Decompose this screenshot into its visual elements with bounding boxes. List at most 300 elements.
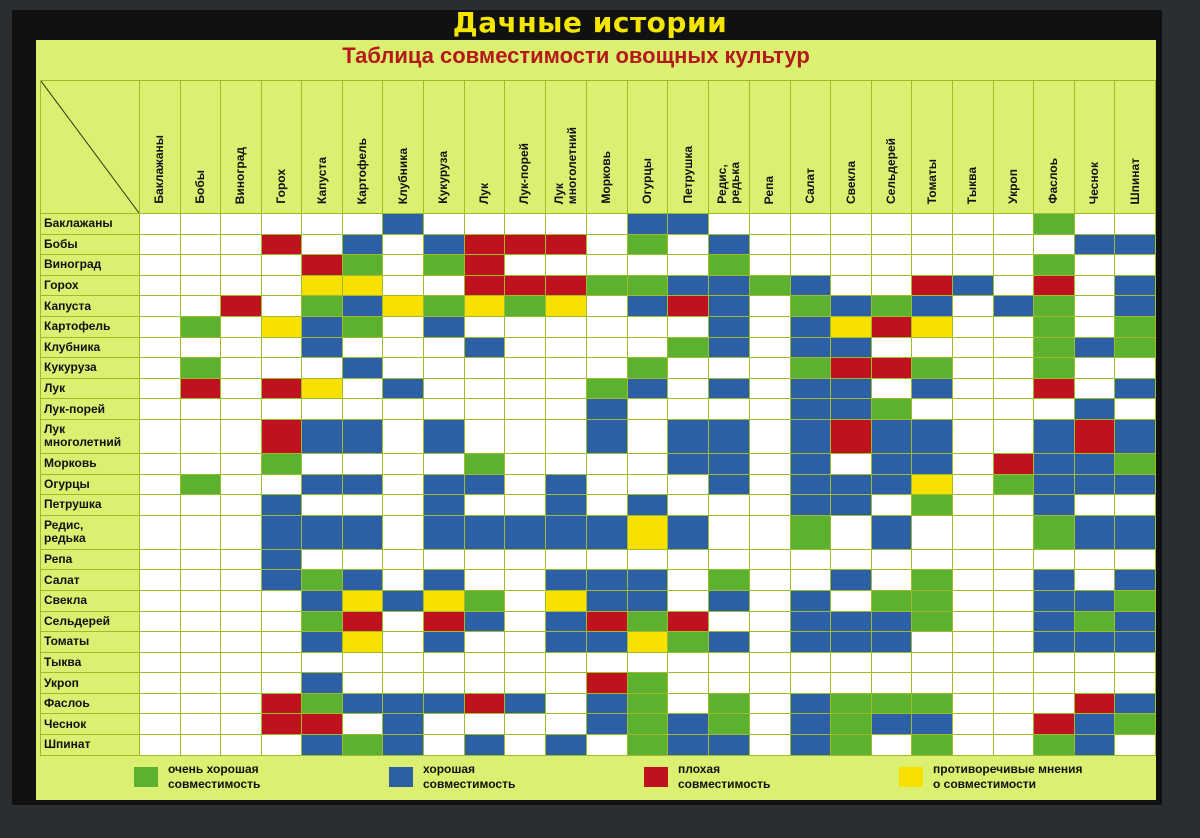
column-header-label: Тыква (965, 166, 980, 204)
compatibility-cell (1115, 474, 1156, 495)
table-row (41, 399, 1156, 420)
compatibility-cell (1074, 549, 1115, 570)
compatibility-cell (221, 673, 262, 694)
compatibility-cell (750, 495, 791, 516)
compatibility-cell (993, 673, 1034, 694)
compatibility-cell (545, 515, 586, 549)
compatibility-cell (912, 570, 953, 591)
compatibility-cell (302, 214, 343, 235)
compatibility-cell (627, 337, 668, 358)
compatibility-cell (221, 234, 262, 255)
compatibility-cell (424, 611, 465, 632)
table-row (41, 378, 1156, 399)
compatibility-cell (261, 378, 302, 399)
compatibility-cell (952, 652, 993, 673)
compatibility-cell (383, 652, 424, 673)
compatibility-cell (424, 714, 465, 735)
legend-item (644, 762, 770, 792)
compatibility-cell (708, 234, 749, 255)
compatibility-cell (708, 590, 749, 611)
legend-swatch (389, 767, 413, 787)
compatibility-cell (342, 255, 383, 276)
compatibility-cell (140, 378, 181, 399)
compatibility-cell (952, 316, 993, 337)
compatibility-cell (505, 358, 546, 379)
compatibility-cell (993, 378, 1034, 399)
compatibility-cell (1115, 515, 1156, 549)
compatibility-cell (1115, 453, 1156, 474)
compatibility-cell (587, 234, 628, 255)
row-header: Фаслоь (41, 693, 140, 714)
compatibility-cell (668, 549, 709, 570)
compatibility-cell (587, 378, 628, 399)
compatibility-cell (627, 652, 668, 673)
compatibility-cell (912, 214, 953, 235)
compatibility-cell (221, 337, 262, 358)
compatibility-cell (302, 570, 343, 591)
column-header (302, 81, 343, 214)
compatibility-cell (627, 735, 668, 756)
compatibility-cell (708, 495, 749, 516)
compatibility-cell (383, 275, 424, 296)
compatibility-cell (1115, 549, 1156, 570)
compatibility-cell (831, 419, 872, 453)
compatibility-cell (668, 358, 709, 379)
compatibility-cell (790, 399, 831, 420)
compatibility-cell (545, 570, 586, 591)
compatibility-cell (668, 296, 709, 317)
compatibility-cell (587, 255, 628, 276)
table-row (41, 590, 1156, 611)
compatibility-cell (952, 495, 993, 516)
row-header: Редис, редька (41, 515, 140, 549)
compatibility-cell (505, 570, 546, 591)
compatibility-cell (140, 693, 181, 714)
compatibility-cell (587, 399, 628, 420)
legend-item (389, 762, 515, 792)
compatibility-cell (831, 358, 872, 379)
compatibility-cell (668, 735, 709, 756)
compatibility-cell (1074, 474, 1115, 495)
diagonal-line-icon (41, 81, 139, 213)
compatibility-cell (140, 358, 181, 379)
compatibility-cell (464, 255, 505, 276)
legend-label: плохая совместимость (678, 762, 771, 791)
compatibility-cell (668, 255, 709, 276)
compatibility-cell (221, 474, 262, 495)
compatibility-cell (342, 453, 383, 474)
compatibility-cell (627, 570, 668, 591)
compatibility-cell (424, 590, 465, 611)
compatibility-cell (180, 652, 221, 673)
compatibility-cell (668, 378, 709, 399)
compatibility-cell (180, 337, 221, 358)
compatibility-cell (140, 275, 181, 296)
compatibility-cell (1034, 495, 1075, 516)
compatibility-cell (342, 673, 383, 694)
compatibility-cell (140, 714, 181, 735)
compatibility-cell (627, 549, 668, 570)
compatibility-cell (871, 316, 912, 337)
table-row (41, 255, 1156, 276)
compatibility-cell (302, 515, 343, 549)
compatibility-cell (790, 255, 831, 276)
compatibility-cell (993, 234, 1034, 255)
corner-cell (41, 81, 140, 214)
column-header (261, 81, 302, 214)
compatibility-cell (993, 296, 1034, 317)
compatibility-cell (993, 453, 1034, 474)
compatibility-cell (831, 378, 872, 399)
compatibility-cell (1034, 275, 1075, 296)
compatibility-cell (424, 632, 465, 653)
table-row (41, 673, 1156, 694)
compatibility-cell (668, 495, 709, 516)
column-header (221, 81, 262, 214)
compatibility-cell (221, 399, 262, 420)
compatibility-cell (952, 214, 993, 235)
compatibility-cell (1034, 632, 1075, 653)
compatibility-cell (545, 590, 586, 611)
compatibility-cell (221, 570, 262, 591)
compatibility-cell (464, 735, 505, 756)
compatibility-cell (587, 419, 628, 453)
compatibility-cell (668, 652, 709, 673)
compatibility-cell (424, 358, 465, 379)
column-header-label: Редис, редька (714, 162, 742, 204)
compatibility-cell (871, 590, 912, 611)
compatibility-cell (831, 337, 872, 358)
compatibility-cell (1115, 611, 1156, 632)
compatibility-cell (1074, 714, 1115, 735)
row-header: Картофель (41, 316, 140, 337)
column-header (587, 81, 628, 214)
compatibility-cell (750, 693, 791, 714)
brand-title: Дачные истории (452, 6, 728, 39)
compatibility-cell (993, 611, 1034, 632)
compatibility-cell (464, 275, 505, 296)
compatibility-cell (708, 316, 749, 337)
compatibility-cell (261, 714, 302, 735)
compatibility-cell (993, 735, 1034, 756)
compatibility-cell (545, 611, 586, 632)
compatibility-cell (993, 255, 1034, 276)
compatibility-cell (302, 358, 343, 379)
compatibility-cell (261, 495, 302, 516)
compatibility-cell (871, 735, 912, 756)
row-header: Огурцы (41, 474, 140, 495)
compatibility-cell (831, 611, 872, 632)
compatibility-cell (302, 316, 343, 337)
row-header: Петрушка (41, 495, 140, 516)
compatibility-cell (140, 673, 181, 694)
compatibility-cell (668, 399, 709, 420)
compatibility-cell (464, 453, 505, 474)
compatibility-cell (831, 735, 872, 756)
compatibility-cell (1034, 735, 1075, 756)
compatibility-cell (140, 495, 181, 516)
compatibility-cell (587, 693, 628, 714)
compatibility-cell (1034, 549, 1075, 570)
compatibility-cell (668, 515, 709, 549)
compatibility-cell (1115, 296, 1156, 317)
compatibility-cell (261, 453, 302, 474)
compatibility-cell (180, 316, 221, 337)
compatibility-cell (505, 275, 546, 296)
compatibility-cell (750, 570, 791, 591)
column-header (912, 81, 953, 214)
compatibility-cell (587, 296, 628, 317)
compatibility-cell (464, 358, 505, 379)
compatibility-cell (383, 316, 424, 337)
compatibility-cell (708, 570, 749, 591)
compatibility-cell (545, 495, 586, 516)
compatibility-cell (302, 399, 343, 420)
compatibility-cell (627, 673, 668, 694)
compatibility-cell (140, 652, 181, 673)
compatibility-cell (952, 399, 993, 420)
compatibility-cell (505, 590, 546, 611)
compatibility-cell (302, 495, 343, 516)
compatibility-cell (424, 419, 465, 453)
compatibility-cell (831, 549, 872, 570)
legend-label: противоречивые мнения о совместимости (933, 762, 1083, 791)
table-row (41, 714, 1156, 735)
compatibility-cell (383, 255, 424, 276)
compatibility-cell (708, 399, 749, 420)
compatibility-cell (1074, 495, 1115, 516)
table-row (41, 234, 1156, 255)
compatibility-cell (750, 316, 791, 337)
compatibility-cell (180, 419, 221, 453)
compatibility-cell (627, 474, 668, 495)
compatibility-cell (180, 296, 221, 317)
compatibility-cell (952, 378, 993, 399)
compatibility-cell (952, 255, 993, 276)
compatibility-cell (342, 652, 383, 673)
compatibility-cell (587, 714, 628, 735)
compatibility-cell (1034, 673, 1075, 694)
compatibility-cell (383, 214, 424, 235)
compatibility-cell (790, 234, 831, 255)
compatibility-cell (668, 234, 709, 255)
compatibility-cell (342, 337, 383, 358)
row-header: Лук-порей (41, 399, 140, 420)
compatibility-cell (464, 419, 505, 453)
compatibility-cell (140, 234, 181, 255)
compatibility-cell (831, 275, 872, 296)
compatibility-cell (831, 234, 872, 255)
row-header: Капуста (41, 296, 140, 317)
column-header-label: Лук (476, 182, 491, 204)
compatibility-cell (587, 214, 628, 235)
compatibility-cell (302, 714, 343, 735)
column-header (424, 81, 465, 214)
compatibility-cell (383, 570, 424, 591)
compatibility-cell (831, 652, 872, 673)
compatibility-cell (871, 673, 912, 694)
compatibility-cell (790, 549, 831, 570)
compatibility-cell (1074, 453, 1115, 474)
compatibility-cell (140, 590, 181, 611)
compatibility-cell (1115, 399, 1156, 420)
compatibility-cell (1115, 214, 1156, 235)
compatibility-cell (708, 735, 749, 756)
compatibility-cell (627, 255, 668, 276)
compatibility-cell (912, 255, 953, 276)
compatibility-cell (383, 515, 424, 549)
compatibility-cell (993, 358, 1034, 379)
compatibility-cell (342, 495, 383, 516)
compatibility-cell (1115, 714, 1156, 735)
table-row (41, 515, 1156, 549)
table-row (41, 419, 1156, 453)
compatibility-cell (505, 515, 546, 549)
compatibility-cell (912, 652, 953, 673)
row-header: Сельдерей (41, 611, 140, 632)
compatibility-cell (342, 378, 383, 399)
compatibility-cell (545, 474, 586, 495)
compatibility-cell (545, 275, 586, 296)
compatibility-cell (627, 495, 668, 516)
compatibility-cell (790, 570, 831, 591)
column-header-label: Чеснок (1086, 161, 1101, 204)
compatibility-cell (1074, 515, 1115, 549)
compatibility-cell (1034, 399, 1075, 420)
legend (134, 762, 1114, 796)
compatibility-cell (545, 234, 586, 255)
compatibility-cell (221, 515, 262, 549)
compatibility-cell (708, 714, 749, 735)
compatibility-cell (1074, 693, 1115, 714)
compatibility-cell (464, 296, 505, 317)
compatibility-cell (952, 570, 993, 591)
compatibility-cell (668, 214, 709, 235)
compatibility-cell (545, 214, 586, 235)
column-header-label: Капуста (314, 157, 329, 204)
compatibility-cell (750, 234, 791, 255)
compatibility-cell (587, 611, 628, 632)
compatibility-cell (750, 515, 791, 549)
compatibility-cell (708, 419, 749, 453)
compatibility-cell (790, 316, 831, 337)
compatibility-cell (993, 632, 1034, 653)
column-header (1034, 81, 1075, 214)
compatibility-cell (1074, 255, 1115, 276)
compatibility-cell (912, 453, 953, 474)
column-header-label: Томаты (924, 158, 939, 204)
compatibility-cell (505, 735, 546, 756)
compatibility-cell (831, 495, 872, 516)
compatibility-cell (750, 673, 791, 694)
compatibility-cell (342, 296, 383, 317)
column-header (952, 81, 993, 214)
compatibility-cell (708, 673, 749, 694)
compatibility-cell (342, 611, 383, 632)
table-row (41, 735, 1156, 756)
compatibility-cell (750, 714, 791, 735)
compatibility-cell (464, 570, 505, 591)
compatibility-cell (587, 495, 628, 516)
compatibility-cell (383, 611, 424, 632)
compatibility-cell (505, 714, 546, 735)
compatibility-cell (1115, 255, 1156, 276)
compatibility-cell (1074, 234, 1115, 255)
compatibility-cell (261, 590, 302, 611)
compatibility-cell (871, 378, 912, 399)
compatibility-cell (464, 378, 505, 399)
row-header: Репа (41, 549, 140, 570)
compatibility-cell (912, 714, 953, 735)
row-header: Морковь (41, 453, 140, 474)
compatibility-cell (505, 234, 546, 255)
row-header: Бобы (41, 234, 140, 255)
compatibility-cell (302, 673, 343, 694)
compatibility-cell (383, 735, 424, 756)
compatibility-cell (587, 673, 628, 694)
compatibility-cell (383, 337, 424, 358)
column-header (993, 81, 1034, 214)
compatibility-cell (668, 693, 709, 714)
compatibility-cell (342, 419, 383, 453)
compatibility-table (40, 80, 1156, 756)
compatibility-cell (1074, 337, 1115, 358)
compatibility-cell (383, 632, 424, 653)
column-header (342, 81, 383, 214)
table-title: Таблица совместимости овощных культур (342, 43, 810, 68)
compatibility-cell (912, 495, 953, 516)
compatibility-cell (261, 735, 302, 756)
compatibility-cell (1074, 673, 1115, 694)
compatibility-cell (140, 399, 181, 420)
compatibility-cell (221, 611, 262, 632)
compatibility-cell (180, 735, 221, 756)
compatibility-cell (708, 549, 749, 570)
compatibility-cell (1034, 570, 1075, 591)
compatibility-cell (668, 673, 709, 694)
compatibility-cell (424, 234, 465, 255)
compatibility-cell (871, 549, 912, 570)
row-header: Горох (41, 275, 140, 296)
compatibility-cell (912, 296, 953, 317)
compatibility-cell (545, 714, 586, 735)
compatibility-cell (912, 378, 953, 399)
compatibility-cell (993, 549, 1034, 570)
compatibility-cell (993, 570, 1034, 591)
compatibility-cell (912, 632, 953, 653)
compatibility-cell (750, 590, 791, 611)
compatibility-cell (261, 673, 302, 694)
column-header-label: Репа (762, 175, 777, 204)
compatibility-cell (180, 255, 221, 276)
compatibility-cell (993, 316, 1034, 337)
compatibility-cell (668, 316, 709, 337)
compatibility-cell (464, 652, 505, 673)
column-header (545, 81, 586, 214)
compatibility-cell (952, 632, 993, 653)
compatibility-cell (545, 255, 586, 276)
compatibility-cell (708, 453, 749, 474)
compatibility-cell (1115, 570, 1156, 591)
compatibility-cell (221, 214, 262, 235)
compatibility-cell (221, 419, 262, 453)
table-row (41, 570, 1156, 591)
compatibility-cell (180, 515, 221, 549)
compatibility-cell (1115, 337, 1156, 358)
compatibility-cell (668, 570, 709, 591)
compatibility-cell (1034, 378, 1075, 399)
compatibility-cell (261, 611, 302, 632)
